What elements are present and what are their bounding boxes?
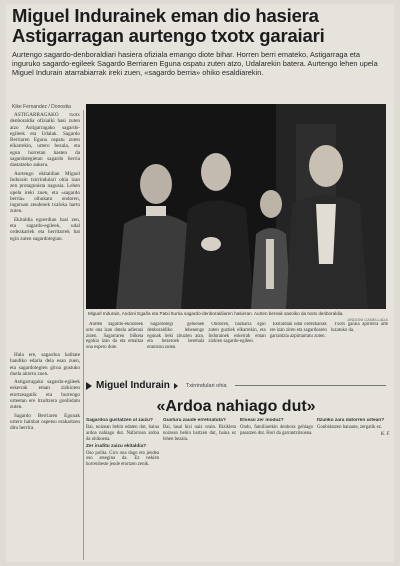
- photo-illustration: [86, 104, 386, 309]
- text-column: [331, 322, 388, 372]
- paragraph: ASTIGARRAGAKO txotx denboraldia ofizialki hasi zuten atzo Astigarragako sagardo-egileek eta Udalak. Sagardo Berriaren Eguna ospatu zuten elkarrekin, urtero bezala, eta egun horretan hasten da sagardotegietan sagardo berria dastatzeko aukera.: [10, 112, 80, 169]
- interview-question: Itzuliko zara datorren urtean?: [317, 418, 385, 423]
- paragraph: Astigarragako sagardo-egileek eskerrak eman zizkioten etortzeagatik eta hurrengo urteetan ere itzultzera gonbidatu zuten.: [10, 379, 80, 411]
- interview-columns: [86, 418, 390, 562]
- interview-answer: Ondo, familiarekin denbora gehiago pasatzen dut. Hori da garrantzitsuena.: [240, 424, 313, 436]
- left-column-text: [10, 112, 80, 347]
- interview-question: Gustura zaude erretiratuta?: [163, 418, 226, 423]
- signature: K. F.: [380, 431, 390, 437]
- newspaper-page: [6, 4, 394, 562]
- interview-answer: Oso polita. Giro ona dago eta jendea oso atsegina da. Ez nekien horrenbeste jende etortzen zenik.: [86, 450, 159, 468]
- triangle-icon: [86, 382, 92, 390]
- interview-answer: Gonbidatzen banaute, zergatik ez.: [317, 424, 383, 430]
- headline: [6, 4, 394, 46]
- photo-credit: ANDONI CANELLADA: [347, 316, 388, 322]
- section-label: Miguel Indurain: [96, 380, 170, 391]
- paragraph: Ondoren, bazkaria egin zuten guztiek elkarrekin, eta Indurainek eskerrak eman zizkien sagardo-egileei.: [208, 322, 266, 345]
- mid-columns: [86, 322, 388, 372]
- interview-answer: Bai, lasai bizi naiz orain. Bizikleta noizean behin hartzen dut, baina ez lehen bezala.: [163, 424, 236, 442]
- interview-title: «Ardoa nahiago dut»: [156, 398, 316, 415]
- paragraph: Aurten sagardo-ekoizleek urte ona izan dutela adierazi zuten. Sagarraren bilketa egokia izan da eta emaitza ona espero dute.: [86, 322, 144, 351]
- news-photo: [86, 104, 386, 309]
- section-header: [86, 380, 386, 391]
- lead-paragraph: Aurtengo sagardo-denboraldiari hasiera ofiziala emango diote bihar. Horren berri emateko, Astigarraga eta inguruko sagardo-egileek Sagardo Berriaren Eguna ospatu zuten atzo, Udalarekin batera. Aurtengo lehen upela Miguel Indurain atarrabiarrak ireki zuen, «sagardo berria» ohiko esaldiarekin.: [12, 50, 378, 77]
- paragraph: Sagardo Berriaren Egunak urtero hainbat ospetsu erakartzen ditu herrira.: [10, 412, 80, 432]
- interview-question: Sagardoa gustatzen al zaizu?: [86, 418, 153, 423]
- section-rule: [235, 385, 386, 386]
- paragraph: Ekitaldian udal ordezkariak ere izan ziren eta sagardoaren garrantzia azpimarratu zuten.: [269, 322, 327, 339]
- interview-column: [240, 418, 313, 562]
- text-column: [86, 322, 143, 372]
- headline-line-2: Astigarragan aurtengo txotx garaiari: [12, 25, 325, 46]
- paragraph: Ekitaldia eguerdian hasi zen, eta sagardo-egileek, udal ordezkariek eta herritarrek bat egin zuten sagardotegian.: [10, 216, 80, 242]
- caption-text: Miguel Indurain, Andoni Egaña eta Patxi Iturria sagardo-denboraldiaren hasieran. Aurten bereak sasoiko da txotx denboraldia.: [88, 311, 344, 316]
- interview-column: [163, 418, 236, 562]
- interview-question: Etxean zer moduz?: [240, 418, 284, 423]
- paragraph: Txotx garaia apirilera arte luzatuko da.: [330, 322, 389, 333]
- text-column: [208, 322, 265, 372]
- triangle-icon: [174, 383, 178, 389]
- photo-caption: [88, 311, 388, 322]
- interview-column: [86, 418, 159, 562]
- paragraph: Hala ere, sagardoa kalitate handiko edaria dela esan zuen, eta sagardotegien giroa gustuko duela aitortu zuen.: [10, 352, 80, 377]
- text-column: [270, 322, 327, 372]
- section-subtitle: Txirrindulari ohia: [185, 382, 227, 389]
- text-column: [147, 322, 204, 372]
- interview-answer: Bai, noizean behin edaten dut, baina ardoa nahiago dut. Nafarroan ardoa da ohikoena.: [86, 424, 159, 442]
- paragraph: Aurtengo ekitaldian Miguel Indurain txirrindulari ohia izan zen protagonista nagusia. Lehen upela ireki zuen, eta «sagardo berria» oihukatu ondoren, inguruan zeudenek txaloka hartu zuten.: [10, 170, 80, 215]
- byline: Kike Fernandez / Donostia: [12, 104, 71, 110]
- column-divider: [83, 110, 84, 560]
- interview-question: Zer iruditu zaizu ekitaldia?: [86, 443, 147, 449]
- paragraph: Sagardotegi gehienek denboraldiko lehenengo egunak ireki zituzten atzo, eta bezeroek berehala erantzun zuten.: [147, 322, 205, 351]
- interview-column: [317, 418, 390, 562]
- left-lower-text: [10, 352, 80, 562]
- headline-line-1: Miguel Indurainek eman dio hasiera: [12, 5, 319, 26]
